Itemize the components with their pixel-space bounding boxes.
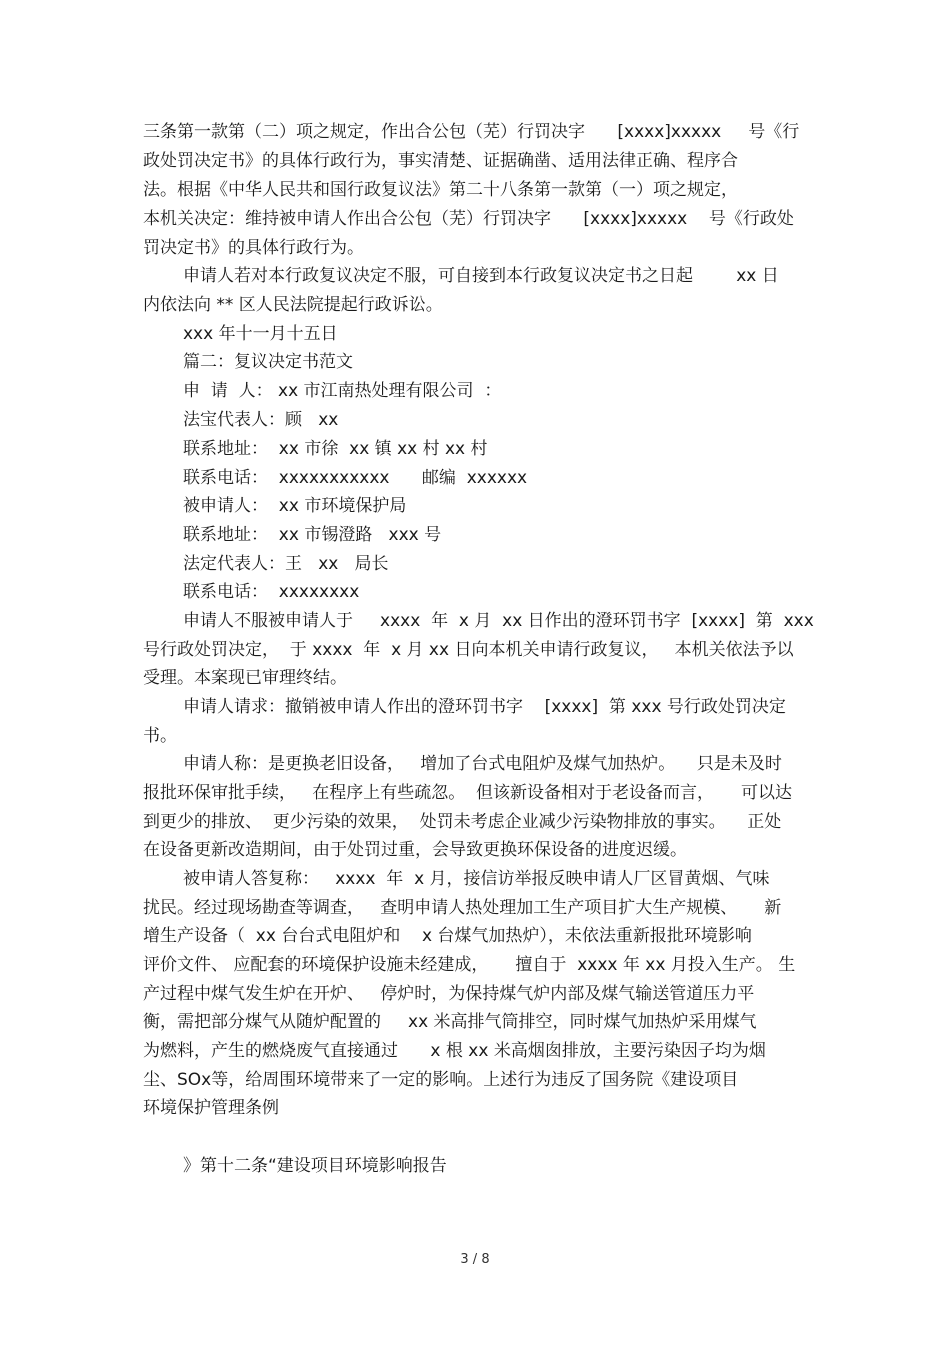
text-line: 联系地址： xx 市锡澄路 xxx 号 xyxy=(183,525,442,545)
text-line: 被申请人： xx 市环境保护局 xyxy=(183,496,407,516)
text-line: 尘、SOx等，给周围环境带来了一定的影响。上述行为违反了国务院《建设项目 xyxy=(143,1070,739,1090)
text-line: 罚决定书》的具体行政行为。 xyxy=(143,238,364,258)
text-line: 法。根据《中华人民共和国行政复议法》第二十八条第一款第（一）项之规定， xyxy=(143,180,738,200)
text-line: 环境保护管理条例 xyxy=(143,1098,279,1118)
date-line: xxx 年十一月十五日 xyxy=(183,324,338,344)
text-line: 受理。本案现已审理终结。 xyxy=(143,668,347,688)
text-line: 为燃料，产生的燃烧废气直接通过 x 根 xx 米高烟囱排放，主要污染因子均为烟 xyxy=(143,1041,766,1061)
text-line: 扰民。经过现场勘查等调查， 查明申请人热处理加工生产项目扩大生产规模、 新 xyxy=(143,898,782,918)
text-line: 》第十二条“建设项目环境影响报告 xyxy=(183,1156,447,1176)
text-line: 报批环保审批手续， 在程序上有些疏忽。 但该新设备相对于老设备而言， 可以达 xyxy=(143,783,793,803)
text-line: 产过程中煤气发生炉在开炉、 停炉时，为保持煤气炉内部及煤气输送管道压力平 xyxy=(143,984,755,1004)
text-line: 联系电话： xxxxxxxxxxx 邮编 xxxxxx xyxy=(183,468,528,488)
text-line: 被申请人答复称： xxxx 年 x 月，接信访举报反映申请人厂区冒黄烟、气味 xyxy=(183,869,770,889)
text-line: 三条第一款第（二）项之规定，作出合公包（芜）行罚决字 [xxxx]xxxxx 号《行 xyxy=(143,122,800,142)
text-line: 号行政处罚决定， 于 xxxx 年 x 月 xx 日向本机关申请行政复议， 本机关依法予以 xyxy=(143,640,794,660)
text-line: 增生产设备（ xx 台台式电阻炉和 x 台煤气加热炉），未依法重新报批环境影响 xyxy=(143,926,752,946)
text-line: 联系地址： xx 市徐 xx 镇 xx 村 xx 村 xyxy=(183,439,488,459)
page-number: 3 / 8 xyxy=(460,1252,490,1267)
text-line: 内依法向 ** 区人民法院提起行政诉讼。 xyxy=(143,295,443,315)
text-line: 法宝代表人：顾 xx xyxy=(183,410,339,430)
text-line: 本机关决定：维持被申请人作出合公包（芜）行罚决字 [xxxx]xxxxx 号《行政处 xyxy=(143,209,794,229)
text-line: 法定代表人：王 xx 局长 xyxy=(183,554,389,574)
text-line: 评价文件、 应配套的环境保护设施未经建成， 擅自于 xxxx 年 xx 月投入生产。 生 xyxy=(143,955,796,975)
text-line: 在设备更新改造期间，由于处罚过重，会导致更换环保设备的进度迟缓。 xyxy=(143,840,687,860)
text-line: 书。 xyxy=(143,726,177,746)
text-line: 申请人请求：撤销被申请人作出的澄环罚书字 [xxxx] 第 xxx 号行政处罚决定 xyxy=(183,697,786,717)
section-heading: 篇二：复议决定书范文 xyxy=(183,352,353,372)
text-line: 联系电话： xxxxxxxx xyxy=(183,582,360,602)
text-line: 衡，需把部分煤气从随炉配置的 xx 米高排气筒排空，同时煤气加热炉采用煤气 xyxy=(143,1012,757,1032)
text-line: 政处罚决定书》的具体行政行为，事实清楚、证据确凿、适用法律正确、程序合 xyxy=(143,151,738,171)
text-line: 到更少的排放、 更少污染的效果， 处罚未考虑企业减少污染物排放的事实。 正处 xyxy=(143,812,782,832)
text-line: 申请人若对本行政复议决定不服，可自接到本行政复议决定书之日起 xx 日 xyxy=(183,266,779,286)
text-line: 申请人称：是更换老旧设备， 增加了台式电阻炉及煤气加热炉。 只是未及时 xyxy=(183,754,782,774)
text-line: 申请人不服被申请人于 xxxx 年 x 月 xx 日作出的澄环罚书字 [xxxx] 第 xxx xyxy=(183,611,814,631)
text-line: 申 请 人： xx 市江南热处理有限公司 ： xyxy=(183,381,502,401)
